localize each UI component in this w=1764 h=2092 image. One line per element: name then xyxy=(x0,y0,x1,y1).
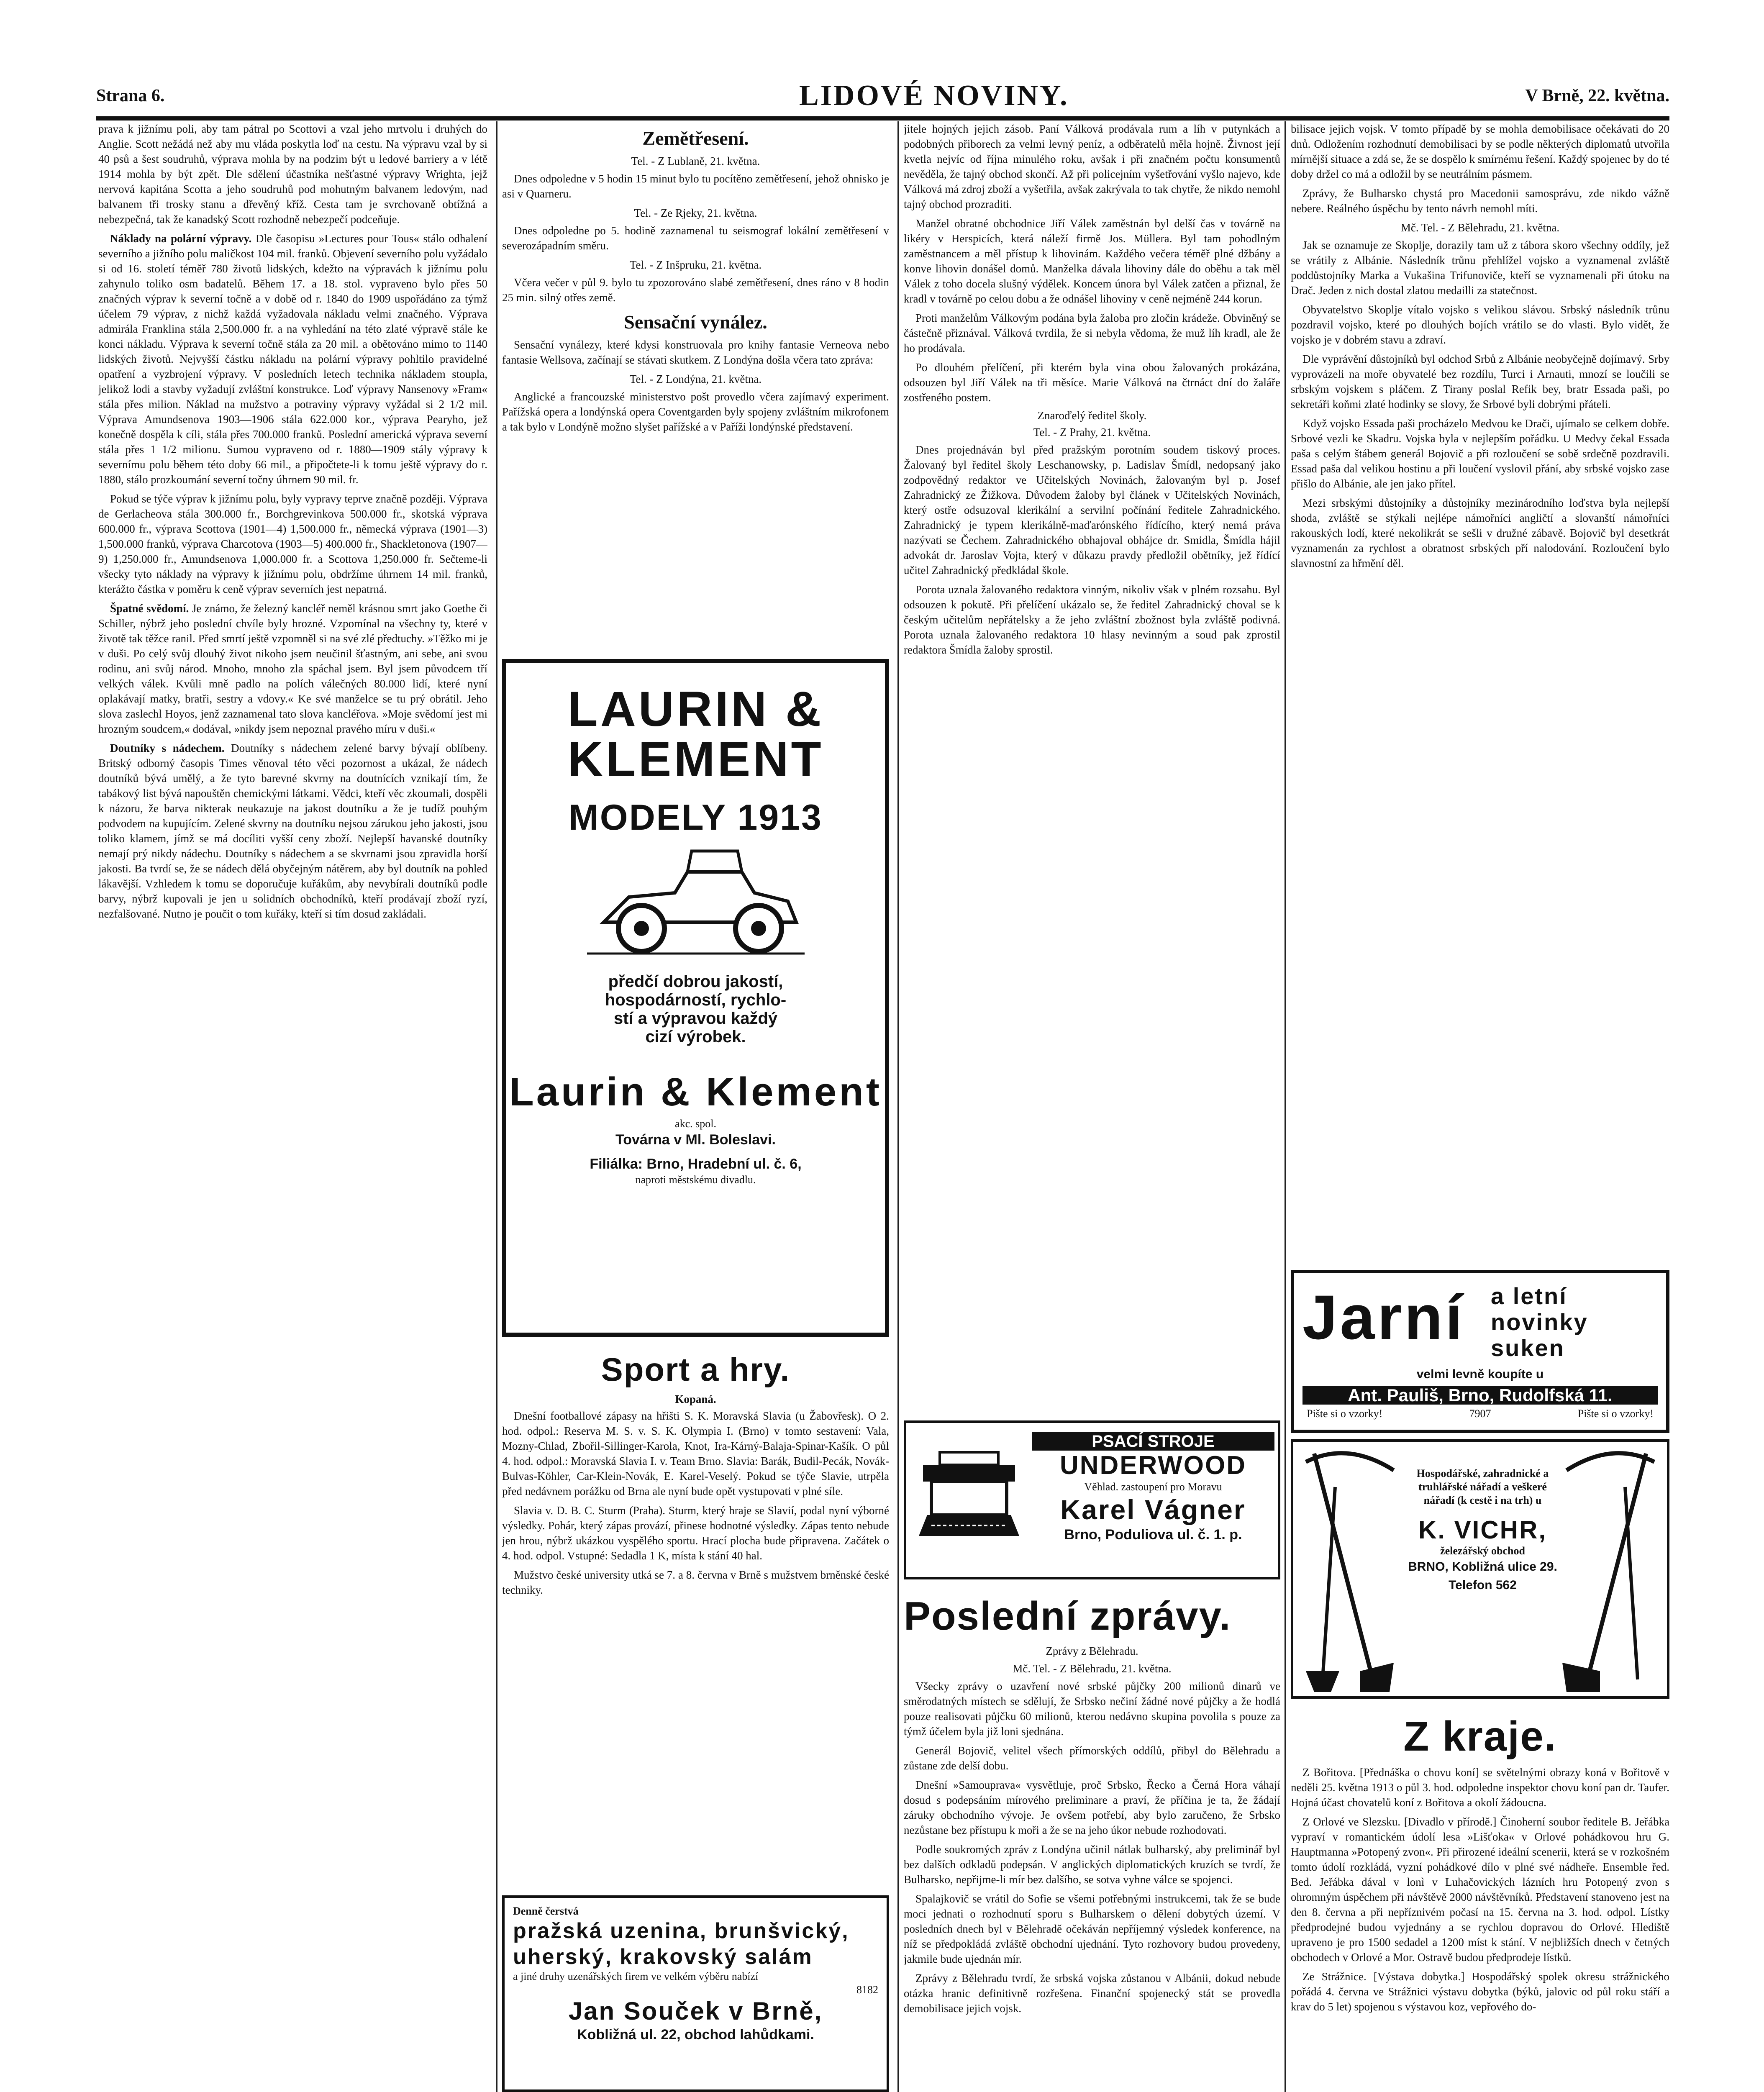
ad-text: Pište si o vzorky! xyxy=(1577,1407,1654,1420)
section-subtitle: Kopaná. xyxy=(675,1393,716,1405)
ad-code: 7907 xyxy=(1469,1407,1491,1420)
section-subtitle: Zprávy z Bělehradu. xyxy=(1046,1645,1138,1657)
tools-illustration xyxy=(1554,1445,1663,1696)
article-title: Zemětřesení. xyxy=(642,128,749,149)
article-text: jitele hojných jejich zásob. Paní Válková prodávala rum a líh v putynkách a podobných přiborech za velmi levný peníz, a odběratelů měla hojně. Živnost její kvetla nejvíc od října minulého roku, avšak i při značném počtu konsumentů nevěděla, že tajný obchod skončí. Až při policejním vyšetřování vyšlo najevo, kde Válková má zdroj zboží a vyšetřila, avšak zakrývala to tak chytře, že nikdo nemohl tajný obchod prozraditi. xyxy=(904,123,1280,210)
ad-text: Denně čerstvá xyxy=(513,1905,579,1917)
article-text: Spalajkovič se vrátil do Sofie se všemi potřebnými instrukcemi, tak že se bude moci jednati o rozhodnutí sporu s Bulharskem o dělení dobytých území. V posledních dnech byl v Bělehradě očekáván nepříjemný výsledek konference, na níž se předpokládá zvláště obchodní ujednání. Tyto rozhovory budou provedeny, jakmile bude ujednán mír. xyxy=(904,1892,1280,1965)
ad-text: velmi levně koupíte u xyxy=(1416,1367,1544,1381)
ad-soucek xyxy=(502,1895,889,2092)
article-text: Zprávy z Bělehradu tvrdí, že srbská vojska zůstanou v Albánii, dokud nebude otázka hranic definitivně rozřešena. Finanční spojenecký stát se provedla demobilisace jejich vojsk. xyxy=(904,1972,1280,2015)
article-text: Obyvatelstvo Skoplje vítalo vojsko s velikou slávou. Srbský následník trůnu pozdravil vojsko, které po dlouhých bojích vrátilo se do vlasti. Bylo vidět, že vojsko je v dobrém stavu a zdraví. xyxy=(1291,303,1669,346)
article-text: prava k jižnímu poli, aby tam pátral po Scottovi a vzal jeho mrtvolu i druhých do Anglie. Scott nežádá než aby mu vláda poskytla loď na cestu. Na výpravu vzal by si 40 psů a šest soudruhů, výprava mohla by na podzim být u ledové barriery a v létě 1914 mohla by být zpět. Dle sdělení účastníka nešťastné výpravy Wrighta, jejž nervová kapitána Scotta a jeho soudruhů pod mohutným balvanem ledovým, nad balvanem tři trosky stanu a dřevěný kříž. Cesta tam je svrchovaně obtížná a nebezpečná, tak že kanadský Scott rozhodně nebezpečí podceňuje. xyxy=(98,123,487,226)
column-4-region xyxy=(1291,1705,1669,2092)
ad-text: stí a výpravou každý xyxy=(613,1009,778,1028)
ad-headline: novinky xyxy=(1491,1309,1588,1335)
article-text: Pokud se týče výprav k jižnímu polu, byly vypravy teprve značně později. Výprava de Gerlacheova stála 300.000 fr., Borchgrevinkova 500.000 fr., skotská výprava 600.000 fr., výprava Scottova (1901—4) 1,500.000 fr., německá výprava (1901—3) 1,500.000 franků, výprava Charcotova (1903—5) 400.000 fr., Shackletonova (1907—9) 1,250.000 fr., Amundsenova 1,000.000 fr. a Scottova 1,250.000 fr. Sečteme-li všecky tyto náklady na výpravy k jižnímu polu, obdržíme úhrnem 14 mil. franků, kterážto částka v poměru k ceně výprav severních jest nepatrná. xyxy=(98,492,487,595)
ad-vichr xyxy=(1291,1439,1669,1699)
article-text: Dnes projednáván byl před pražským porotním soudem tiskový proces. Žalovaný byl ředitel školy Leschanowsky, p. Ladislav Šmídl, nedopsaný jako zodpovědný redaktor ve Učitelských Novinách, žalovaným byl p. Josef Zahradnický ze Žižkova. Důvodem žaloby byl článek v Učitelských Novinách, který ostře odsuzoval klerikální a servilní počínání ředitele Zahradnického. Zahradnický je typem klerikálně-maďarónského řídícího, který nemá práva nazývati se Čechem. Zahradnického obhajoval obhájce dr. Smidla, Šmídla hájil advokát dr. Jaroslav Vojta, který v důkazu pravdy předložil obětníky, jež řídící učitel Zahradnický předkládal škole. xyxy=(904,444,1280,577)
article-text: Proti manželům Válkovým podána byla žaloba pro zločin krádeže. Obviněný se částečně přiznával. Válková tvrdila, že si nebyla vědoma, že muž líh kradl, ale že ho prodávala. xyxy=(904,312,1280,354)
article-text: Doutníky s nádechem. Doutníky s nádechem zelené barvy bývají oblíbeny. Britský odborný časopis Times věnoval této věci pozornost a ukázal, že nádech doutníků bývá umělý, a že tyto barevné skvrny na doutnících vznikají tím, že tabákový list bývá napouštěn chemickými látkami. Vědci, kteří věc zkoumali, dospěli k názoru, že barva nikterak neukazuje na jakost doutníku a že je tudíž pouhým podvodem na kupujícím. Zelené skvrny na doutníku nejsou zárukou jeho jakosti, jsou toliko klamem, jímž se má docíliti vyšší ceny zboží. Nejlepší havanské doutníky nemají prý nikdy nádechu. Doutníky s nádechem a se skvrnami jsou zpravidla horší jakosti. Ba tvrdí se, že se nádech dělá obyčejným nátěrem, aby byl doutník na pohled lákavější. Vzhledem k tomu se doporučuje kuřákům, aby nevybírali doutníků podle barvy, nýbrž kupovali je jen u solidních obchodníků, kteří prodávají zboží ryzí, nezfalšované. Nutno je poučit o tom kuřáky, kteří si tím dosud zakládali. xyxy=(98,742,487,920)
section-title: Z kraje. xyxy=(1403,1713,1557,1760)
article-text: Sensační vynálezy, které kdysi konstruovala pro knihy fantasie Verneova nebo fantasie Wellsova, začínají se stávati skutkem. Z Londýna došla včera tato zpráva: xyxy=(502,338,889,366)
section-title: Sport a hry. xyxy=(601,1351,790,1388)
dateline: Mč. Tel. - Z Bělehradu, 21. května. xyxy=(1400,221,1560,234)
dateline: Tel. - Z Lublaně, 21. května. xyxy=(631,155,760,167)
article-title: Doutníky s nádechem. xyxy=(110,742,225,754)
ad-headline: UNDERWOOD xyxy=(1059,1451,1247,1480)
header-rule xyxy=(96,116,1669,120)
masthead: LIDOVÉ NOVINY. xyxy=(799,79,1069,112)
ad-underwood xyxy=(904,1420,1280,1579)
dateline: Tel. - Z Inšpruku, 21. května. xyxy=(629,259,762,271)
ad-text: akc. spol. xyxy=(675,1118,716,1130)
page-number: Strana 6. xyxy=(96,86,165,105)
article-text: Z Orlové ve Slezsku. [Divadlo v přírodě.] Činoherní soubor ředitele B. Jeřábka vypraví v romantickém údolí lesa »Lišťoka« v Orlové pohádkovou hru G. Hauptmanna »Potopený zvon«. Při přirozené ideální scenerii, která se v rozkošném tomto údolí rozkládá, vyzní pohádkové dílo v plné své nádheře. Ensemble řed. Bed. Jeřábka dával v lonì v Luhačovických lázních hru Potopený zvon s ohromným úspěchem při návštěvě 2000 návštěvníků. Představení stanoveno jest na den 8. června a při nepříznivém počasí na 15. června na 3. hod. odpol. Lístky předprodejné budou vyjednány a se rychlou dopravou do Orlové. Hlediště upraveno je pro 1500 sedadel a 1200 míst k stání. V nejbližších dnech v četných obchodech v Orlové a Mor. Ostravě budou předprodeje lístků. xyxy=(1291,1815,1669,1964)
ad-text: PSACÍ STROJE xyxy=(1032,1432,1274,1451)
ad-headline: suken xyxy=(1491,1335,1565,1361)
ad-company: Jan Souček v Brně, xyxy=(568,1997,823,2025)
article-text: Špatné svědomí. Je známo, že železný kancléř neměl krásnou smrt jako Goethe či Schiller, nýbrž jeho poslední chvíle byly hrozné. Vzpomínal na všechny ty, které v životě tak těžce ranil. Před smrtí ještě vzpomněl si na své zlé předtuchy. »Těžko mi je v duši. Po celý svůj dlouhý život nikoho jsem neučinil šťastným, ani sebe, ani svou rodinu, ani svůj národ. Mnoho, mnoho zla spáchal jsem. Byl jsem původcem tří velkých válek. Kvůli mně padlo na polích válečných 80.000 lidí, které nyní oplakávají matky, bratři, sestry a vdovy.« Ke své manželce se tu prý obrátil. Jeho slova zaslechl Hoyos, jenž zaznamenal tato slova kancléřova. »Moje svědomí jest mi hrozným soudcem,« dodával, »nikdy jsem nepoznal pravého míru v duši.« xyxy=(98,602,487,735)
ad-headline: KLEMENT xyxy=(567,732,824,787)
dateline: Mč. Tel. - Z Bělehradu, 21. května. xyxy=(1013,1662,1172,1675)
article-text: Zprávy, že Bulharsko chystá pro Macedonii samosprávu, zde nikdo vážně nebere. Reálného úspěchu by tento návrh nemohl míti. xyxy=(1291,187,1669,215)
article-text: Včera večer v půl 9. bylo tu zpozorováno slabé zemětřesení, dnes ráno v 8 hodin 25 min. silný otřes země. xyxy=(502,276,889,304)
ad-text: železářský obchod xyxy=(1440,1545,1525,1557)
column-divider xyxy=(496,121,497,2092)
column-2-top xyxy=(502,121,889,653)
article-text: Všecky zprávy o uzavření nové srbské půjčky 200 milionů dinarů ve směrodatných místech se sdělují, že Srbsko nečiní žádné nové půjčky a že hodlá pouze realisovati půjčku 60 milionů, kterou nedávno skupina povolila s pouze za týmž účelem byla již loni sjednána. xyxy=(904,1680,1280,1738)
dateline: Tel. - Z Londýna, 21. května. xyxy=(629,373,762,385)
article-text: Dnešní footballové zápasy na hřišti S. K. Moravská Slavia (u Žabovřesk). O 2. hod. odpol.: Reserva M. S. v. S. K. Olympia I. (Brno) v tomto sestavení: Vala, Mozny-Chlad, Zbořil-Sillinger-Karola, Knot, Ira-Kárný-Balaja-Spinar-Kašík. O půl 4. hod. odpol.: Moravská Slavia I. v. Team Brno. Slavia: Barák, Budil-Pecák, Novák-Bulvas-Köhler, Car-Klein-Novák, E. Karel-Veselý. Pokud se týče Slavie, utrpěla před nedávnem porážku od Brna ale nyní bude opět vystupovati v plné síle. xyxy=(502,1410,889,1497)
ad-jarni xyxy=(1291,1270,1669,1433)
article-text: Z Bořitova. [Přednáška o chovu koní] se světelnými obrazy koná v Bořitově v neděli 25. května 1913 o půl 3. hod. odpoledne inspektor chovu koní pan dr. Taufer. Hojná účast chovatelů koní z Bořitova a okolí žádoucna. xyxy=(1291,1766,1669,1809)
article-text: Když vojsko Essada paši procházelo Medvou ke Drači, ujímalo se celkem dobře. Srbové vezli ke Skadru. Vojska byla v nejlepším pořádku. U Medvy čekal Essada paša s celým štábem generál Bojovič a při rozloučení se sobě srdečně pozdravili. Essad paša dal velikou hostinu a při loučení vyslovil přání, aby srbské vojsko zase přišlo do Albánie, ale jen jako přítel. xyxy=(1291,417,1669,490)
typewriter-illustration xyxy=(915,1448,1023,1544)
ad-text: Věhlad. zastoupení pro Moravu xyxy=(1084,1481,1222,1493)
ad-headline: Jarní xyxy=(1302,1282,1465,1352)
ad-text: Pište si o vzorky! xyxy=(1307,1407,1383,1420)
article-text: Slavia v. D. B. C. Sturm (Praha). Sturm, který hraje se Slavií, podal nyní výborné výsledky. Pohár, který zápas provází, přinese hodnotné výsledky. Zápas tento nebude jen hrou, nýbrž ukázkou vyspělého sportu. Hrací plocha bude připravena. Začátek o 4. hod. odpol. Vstupné: Sedadla 1 K, místa k stání 40 hal. xyxy=(502,1504,889,1562)
dateline: Tel. - Z Prahy, 21. května. xyxy=(1033,426,1151,438)
date-line: V Brně, 22. května. xyxy=(1525,86,1669,105)
article-text: Dnes odpoledne po 5. hodině zaznamenal tu seismograf lokální zemětřesení v severozápadním směru. xyxy=(502,224,889,252)
article-text: Dnes odpoledne v 5 hodin 15 minut bylo tu pocítěno zemětřesení, jehož ohnisko je asi v Quarneru. xyxy=(502,172,889,200)
article-title: Sensační vynález. xyxy=(624,311,767,333)
ad-text: předčí dobrou jakostí, xyxy=(608,972,783,991)
ad-company: K. VICHR, xyxy=(1418,1516,1547,1544)
ad-company: Karel Vágner xyxy=(1060,1494,1246,1525)
ad-text: cizí výrobek. xyxy=(645,1028,746,1046)
ad-headline: pražská uzenina, brunšvický, uherský, krakovský salám xyxy=(513,1919,849,1969)
ad-text: hospodárností, rychlo- xyxy=(605,991,787,1009)
tools-illustration xyxy=(1297,1445,1406,1696)
column-1 xyxy=(98,121,487,2092)
page-header xyxy=(96,79,1669,115)
article-title: Znaroďelý ředitel školy. xyxy=(1037,409,1147,422)
ad-phone: Telefon 562 xyxy=(1449,1578,1517,1592)
ad-code: 8182 xyxy=(856,1984,878,1996)
article-text: Generál Bojovič, velitel všech přímorských oddílů, přibyl do Bělehradu a zůstane zde delší dobu. xyxy=(904,1744,1280,1772)
article-text: Podle soukromých zpráv z Londýna učinil nátlak bulharský, aby preliminář byl bez dalších odkladů podepsán. V anglických diplomatických kruzích se tvrdí, že Bulharsko, nepřijme-li mír bez dalšího, se sotva vyhne válce se spojenci. xyxy=(904,1843,1280,1886)
article-text: Manžel obratné obchodnice Jiří Válek zaměstnán byl delší čas v továrně na likéry v Herspicích, která náleží firmě Jos. Müllera. Byl tam pohodlným zaměstnancem a měl přístup k lihovinám. Každého večera téměř plné džbány a konve lihovin donášel domů. Manželka dávala lihoviny dále do oběhu a tak měl Válek z toho docela slušný výdělek. Koncem února byl Válek zatčen a přiznal, že kradl v továrně po celou dobu a že odnášel lihoviny v ceně nejméně 244 korun. xyxy=(904,217,1280,305)
ad-headline: a letní xyxy=(1491,1283,1567,1309)
dateline: Tel. - Ze Rjeky, 21. května. xyxy=(634,207,757,219)
article-title: Špatné svědomí. xyxy=(110,602,189,615)
ad-address: Kobližná ul. 22, obchod lahůdkami. xyxy=(577,2027,814,2043)
article-text: Dnešní »Samouprava« vysvětluje, proč Srbsko, Řecko a Černá Hora váhají dosud s podepsáním mírového preliminare a praví, že příčina je ta, že žádají záruky obchodního vývoje. Je ovšem potřebí, aby bylo zaručeno, že Srbsko nezůstane bez přístupu k moři a že se na jeho úkor nebude rozhodovati. xyxy=(904,1779,1280,1836)
article-text: Jak se oznamuje ze Skoplje, dorazily tam už z tábora skoro všechny oddíly, jež se vrátily z Albánie. Následník trůnu přehlížel vojsko a vyznamenal zvláště poddůstojníky Marka a Vukašina Trifunoviče, kteří se vyznamenali při útoku na Drač. Jeden z nich dostal zlatou medailli za statečnost. xyxy=(1291,239,1669,297)
section-title: Poslední zprávy. xyxy=(904,1594,1231,1638)
ad-address: Ant. Pauliš, Brno, Rudolfská 11. xyxy=(1302,1386,1658,1405)
ad-laurin-klement xyxy=(502,659,889,1337)
article-text: Po dlouhém přelíčení, při kterém byla vina obou žalovaných prokázána, odsouzen byl Jiří Válek na tři měsíce. Marie Válková na čtrnáct dní do žaláře zostřeného postem. xyxy=(904,361,1280,404)
ad-text: Továrna v Ml. Boleslavi. xyxy=(615,1132,776,1148)
ad-text: naproti městskému divadlu. xyxy=(635,1174,756,1186)
ad-address: Brno, Poduliova ul. č. 1. p. xyxy=(1064,1527,1242,1543)
article-title: Náklady na polární výpravy. xyxy=(110,232,252,245)
ad-text: Hospodářské, zahradnické a truhlářské nářadí a veškeré nářadí (k cestě i na trh) u xyxy=(1416,1467,1549,1506)
article-text: Dle vyprávění důstojníků byl odchod Srbů z Albánie neobyčejně dojímavý. Srby vyprovázeli na moře obyvatelé bez rozdílu, Turci i Arnauti, mnozí se loučili se srbským vojskem s pláčem. Z Tirany poslal Refik bey, bratr Essada paši, po sekretáři koňmi zlaté hodinky se slovy, že Srbové byli dobrými přáteli. xyxy=(1291,353,1669,410)
automobile-illustration xyxy=(579,843,813,968)
article-text: Mužstvo české university utká se 7. a 8. června v Brně s mužstvem brněnské české techniky. xyxy=(502,1569,889,1596)
ad-company: Laurin & Klement xyxy=(509,1069,882,1114)
column-divider xyxy=(897,121,899,2092)
column-4-top xyxy=(1291,121,1669,1264)
column-3-latest xyxy=(904,1586,1280,2092)
article-text: Ze Strážnice. [Výstava dobytka.] Hospodářský spolek okresu strážnického pořádá 4. června ve Strážnici výstavu dobytka (býků, jalovic od půl roku stáří a krav do 5 let) spojenou s výstavou koz, vepřového do- xyxy=(1291,1970,1669,2013)
ad-address: BRNO, Kobližná ulice 29. xyxy=(1408,1560,1557,1574)
article-text: Náklady na polární výpravy. Dle časopisu »Lectures pour Tous« stálo odhalení severního a jižního polu maličkost 104 mil. franků. Objevení severního polu vyžádalo si od 16. století téměř 780 životů lidských, kdežto na výpravách k jižnímu polu zahynulo toliko osm badatelů. Během 17. a 18. stol. vypraveno bylo přes 50 značných výprav k severní točně a v době od r. 1840 do 1909 uspořádáno za týmž účelem 79 výprav, z nichž každá vyžadovala nákladu velmi značného. Výprava admirála Franklina stála 2,500.000 fr. a na vyhledání na této zlaté výpravě stále ke konci nákladu. Výprava k severní točně stála za 20 mil. a obětováno mimo to 1140 lidských životů. Nejvyšší částku nákladu na polární výpravy pohltilo pravidelné opatření a vyzbrojení výpravy. V posledních letech technika nákladem stoupla, jelikož lodi a stavby vyžadují zvláštní konstrukce. Loď výpravy Nansenovy »Fram« stála přes milion. Náklad na mužstvo a potraviny výpravy vyžádal si 2 1/2 mil. Výprava Amundsenova 1903—1906 stála 622.000 kor., výprava Pearyho, jež konečně dospěla k cíli, stála přes 700.000 franků. Poslední americká výprava severní stála přes 1 1/2 milionu. Sumou vypraveno od r. 1880—1909 stály výpravy k severnímu polu během této doby 66 mil., a připočtete-li k tomu ještě výpravy do r. 1880, stálo prozkoumání severní točny úhrnem 90 mil. fr. xyxy=(98,232,487,486)
column-divider xyxy=(1285,121,1286,2092)
ad-text: a jiné druhy uzenářských firem ve velkém výběru nabízí xyxy=(513,1970,759,1982)
column-2-sport xyxy=(502,1343,889,1893)
ad-address: Filiálka: Brno, Hradební ul. č. 6, xyxy=(590,1156,802,1172)
article-text: Anglické a francouzské ministerstvo pošt provedlo včera zajímavý experiment. Pařížská opera a londýnská opera Coventgarden byly spojeny zvláštním mikrofonem a tak bylo v Londýně možno slyšet pařížské a v Paříži londýnské představení. xyxy=(502,390,889,433)
ad-subheadline: MODELY 1913 xyxy=(569,797,823,838)
column-3-top xyxy=(904,121,1280,1414)
article-text: bilisace jejich vojsk. V tomto případě by se mohla demobilisace očekávati do 20 dnů. Odložením rozhodnutí demobilisaci by se podle některých diplomatů utvořila mírnější situace a zdá se, že se dospělo k smírnému řešení. Každý spojenec by do té doby držel co má a odložil by se neutrálním pásmem. xyxy=(1291,123,1669,180)
article-text: Mezi srbskými důstojníky a důstojníky mezinárodního loďstva byla nejlepší shoda, zvláště se stýkali nejlépe námořníci angličtí a slovanští námořníci rakouských lodí, které nekolikrát se sešli v družné zábavě. Bojovič byl desetkrát vyznamenán za rychlost a obratnost srbských pří nalodování. Rozloučení bylo slavnostní za hřmění děl. xyxy=(1291,497,1669,569)
article-text: Porota uznala žalovaného redaktora vinným, nikoliv však v plném rozsahu. Byl odsouzen k pokutě. Při přelíčení ukázalo se, že ředitel Zahradnický choval se k českým učitelům nepřátelsky a že jeho zvláštní zbožnost byla zvláště podivná. Porota uznala žalovaného redaktora 10 hlasy nevinným a soud pak zprostil redaktora Šmídla žaloby sprostil. xyxy=(904,583,1280,656)
ad-headline: LAURIN & xyxy=(567,682,824,737)
